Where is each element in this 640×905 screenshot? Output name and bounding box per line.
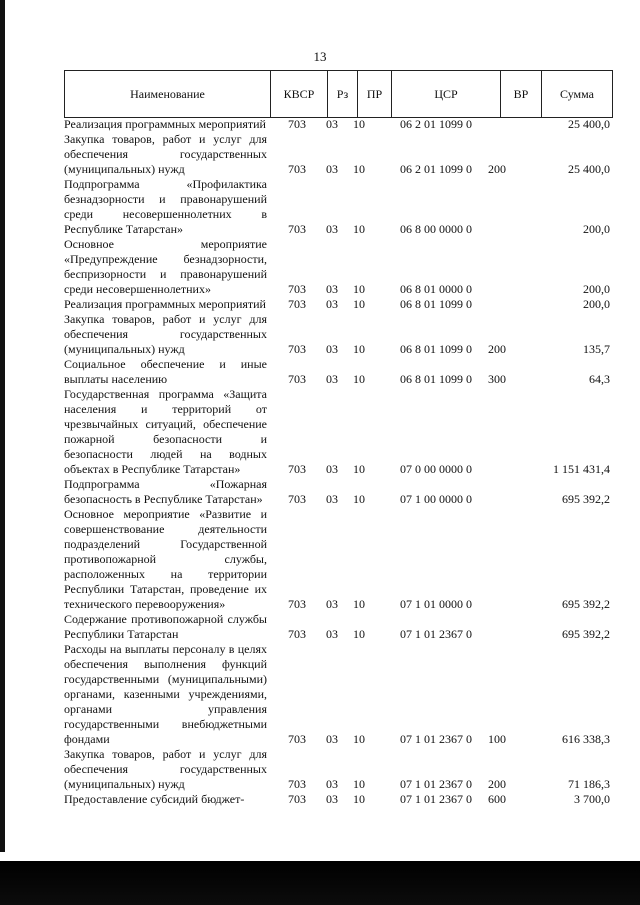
row-kvsr: 703: [288, 462, 306, 476]
page-number: 13: [313, 49, 327, 64]
row-rz: 03: [326, 117, 338, 131]
row-sum: 200,0: [583, 297, 610, 311]
row-vr: 200: [488, 162, 506, 176]
table-row: [64, 117, 624, 132]
row-sum: 25 400,0: [568, 162, 610, 176]
row-name: Основное мероприятие «Развитие и совершенствование деятельности подразделений Государственной противопожарной службы, расположенных на территории Республики Татарстан, проведение их технического перевооружения»: [64, 507, 267, 611]
row-rz: 03: [326, 732, 338, 746]
table-row: [64, 312, 624, 357]
row-kvsr: 703: [288, 282, 306, 296]
table-row: [64, 177, 624, 237]
row-pr: 10: [353, 342, 365, 356]
row-rz: 03: [326, 297, 338, 311]
row-vr: 200: [488, 777, 506, 791]
table-row: [64, 132, 624, 177]
row-sum: 695 392,2: [562, 492, 610, 506]
row-kvsr: 703: [288, 342, 306, 356]
row-vr: 600: [488, 792, 506, 806]
row-rz: 03: [326, 372, 338, 386]
row-name: Социальное обеспечение и иные выплаты населению: [64, 357, 267, 386]
row-name: Предоставление субсидий бюджет-: [64, 792, 245, 806]
column-header-csr: ЦСР: [392, 71, 501, 118]
table-row: [64, 297, 624, 312]
row-kvsr: 703: [288, 732, 306, 746]
row-csr: 07 1 01 0000 0: [400, 597, 472, 611]
row-sum: 71 186,3: [568, 777, 610, 791]
row-sum: 3 700,0: [574, 792, 610, 806]
row-rz: 03: [326, 627, 338, 641]
row-pr: 10: [353, 372, 365, 386]
row-csr: 06 8 00 0000 0: [400, 222, 472, 236]
row-pr: 10: [353, 492, 365, 506]
row-name: Содержание противопожарной службы Республики Татарстан: [64, 612, 267, 641]
table-row: [64, 642, 624, 747]
row-sum: 64,3: [589, 372, 610, 386]
row-rz: 03: [326, 597, 338, 611]
row-pr: 10: [353, 792, 365, 806]
row-csr: 07 1 01 2367 0: [400, 627, 472, 641]
row-name: Государственная программа «Защита населения и территорий от чрезвычайных ситуаций, обеспечение пожарной безопасности и безопасности людей на водных объектах в Республике Татарстан»: [64, 387, 267, 476]
column-header-sum: Сумма: [542, 71, 613, 118]
row-kvsr: 703: [288, 162, 306, 176]
row-pr: 10: [353, 597, 365, 611]
row-rz: 03: [326, 492, 338, 506]
row-sum: 1 151 431,4: [553, 462, 610, 476]
table-row: [64, 612, 624, 642]
table-row: [64, 387, 624, 477]
row-sum: 25 400,0: [568, 117, 610, 131]
row-name: Закупка товаров, работ и услуг для обеспечения государственных (муниципальных) нужд: [64, 747, 267, 791]
scan-left-edge: [0, 0, 5, 905]
scan-bottom-gap: [0, 852, 640, 861]
row-rz: 03: [326, 342, 338, 356]
row-sum: 695 392,2: [562, 597, 610, 611]
row-kvsr: 703: [288, 777, 306, 791]
row-csr: 06 2 01 1099 0: [400, 117, 472, 131]
row-sum: 200,0: [583, 282, 610, 296]
row-rz: 03: [326, 162, 338, 176]
table-header: [64, 70, 613, 118]
column-header-kvsr: КВСР: [271, 71, 328, 118]
table-row: [64, 237, 624, 297]
row-csr: 06 8 01 1099 0: [400, 342, 472, 356]
row-sum: 200,0: [583, 222, 610, 236]
row-csr: 06 8 01 0000 0: [400, 282, 472, 296]
row-kvsr: 703: [288, 222, 306, 236]
row-name: Расходы на выплаты персоналу в целях обеспечения выполнения функций государственными (муниципальными) органами, казенными учреждениями, органами управления государственными внебюджетными фондами: [64, 642, 267, 746]
row-pr: 10: [353, 222, 365, 236]
row-csr: 06 8 01 1099 0: [400, 372, 472, 386]
row-pr: 10: [353, 297, 365, 311]
row-name: Подпрограмма «Профилактика безнадзорности и правонарушений среди несовершеннолетних в Республике Татарстан»: [64, 177, 267, 236]
row-vr: 200: [488, 342, 506, 356]
row-name: Подпрограмма «Пожарная безопасность в Республике Татарстан»: [64, 477, 267, 506]
row-name: Закупка товаров, работ и услуг для обеспечения государственных (муниципальных) нужд: [64, 312, 267, 356]
row-csr: 07 1 00 0000 0: [400, 492, 472, 506]
row-rz: 03: [326, 462, 338, 476]
table-row: [64, 792, 624, 807]
row-kvsr: 703: [288, 297, 306, 311]
row-sum: 135,7: [583, 342, 610, 356]
column-header-vr: ВР: [501, 71, 542, 118]
table-row: [64, 507, 624, 612]
column-header-pr: ПР: [358, 71, 392, 118]
row-csr: 06 8 01 1099 0: [400, 297, 472, 311]
row-vr: 300: [488, 372, 506, 386]
table-row: [64, 357, 624, 387]
column-header-name: Наименование: [65, 71, 271, 118]
row-sum: 695 392,2: [562, 627, 610, 641]
column-header-rz: Рз: [328, 71, 358, 118]
row-csr: 07 1 01 2367 0: [400, 792, 472, 806]
row-pr: 10: [353, 627, 365, 641]
scan-bottom-border: [0, 861, 640, 905]
row-rz: 03: [326, 792, 338, 806]
row-pr: 10: [353, 732, 365, 746]
row-kvsr: 703: [288, 792, 306, 806]
row-rz: 03: [326, 777, 338, 791]
row-kvsr: 703: [288, 372, 306, 386]
row-kvsr: 703: [288, 597, 306, 611]
row-rz: 03: [326, 282, 338, 296]
table-body: [64, 117, 624, 807]
row-csr: 06 2 01 1099 0: [400, 162, 472, 176]
row-rz: 03: [326, 222, 338, 236]
table-row: [64, 477, 624, 507]
row-vr: 100: [488, 732, 506, 746]
row-name: Реализация программных мероприятий: [64, 117, 266, 131]
row-name: Основное мероприятие «Предупреждение безнадзорности, беспризорности и правонарушений среди несовершеннолетних»: [64, 237, 267, 296]
row-kvsr: 703: [288, 492, 306, 506]
row-name: Закупка товаров, работ и услуг для обеспечения государственных (муниципальных) нужд: [64, 132, 267, 176]
table-row: [64, 747, 624, 792]
row-sum: 616 338,3: [562, 732, 610, 746]
row-csr: 07 1 01 2367 0: [400, 732, 472, 746]
row-kvsr: 703: [288, 117, 306, 131]
row-pr: 10: [353, 117, 365, 131]
row-pr: 10: [353, 162, 365, 176]
row-csr: 07 1 01 2367 0: [400, 777, 472, 791]
row-csr: 07 0 00 0000 0: [400, 462, 472, 476]
row-kvsr: 703: [288, 627, 306, 641]
row-pr: 10: [353, 462, 365, 476]
row-name: Реализация программных мероприятий: [64, 297, 266, 311]
row-pr: 10: [353, 282, 365, 296]
row-pr: 10: [353, 777, 365, 791]
